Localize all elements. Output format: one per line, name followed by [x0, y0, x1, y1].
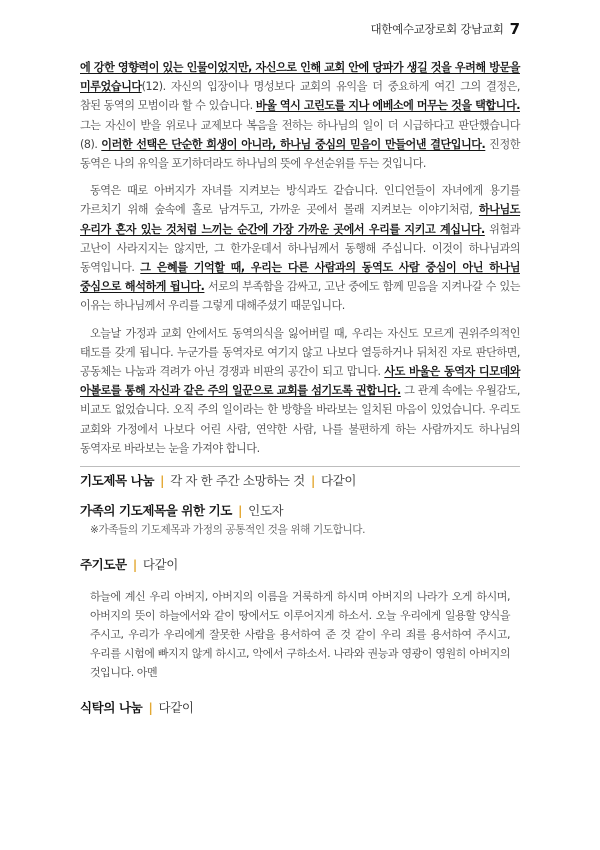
separator-bar: |: [160, 473, 165, 489]
paragraph-2: [80, 181, 520, 315]
page-number: 7: [509, 20, 520, 38]
highlighted-text: 에 강한 영향력이 있는 인물이었지만, 자신으로 인해 교회 안에 당파가 생길 것을 우려해 방문을 미루었습니다: [80, 61, 520, 94]
prayer-topic-who: 다같이: [320, 473, 357, 489]
body-text: (12). 자신의 입장이나 명성보다 교회의 유익을 더 중요하게 여긴 그의 결정은, 참된 동역의 모범이라 할 수 있습니다.: [80, 80, 520, 113]
meal-sharing-section: [80, 698, 520, 716]
highlighted-text: 하나님도 우리가 혼자 있는 것처럼 느끼는 순간에 가장 가까운 곳에서 우리를 지키고 계십니다.: [80, 203, 520, 236]
family-prayer-section: [80, 501, 520, 519]
family-prayer-note: ※가족들의 기도제목과 가정의 공통적인 것을 위해 기도합니다.: [90, 524, 366, 537]
body-text: 서로의 부족함을 감싸고, 고난 중에도 함께 믿음을 지켜나갈 수 있는 이유는 하나님께서 우리를 그렇게 대해주셨기 때문입니다.: [80, 280, 520, 313]
page-content: [80, 58, 520, 716]
body-text: 진정한 동역은 나의 유익을 포기하더라도 하나님의 뜻에 우선순위를 두는 것입니다.: [80, 137, 520, 171]
lords-prayer-who: 다같이: [142, 557, 178, 573]
body-text: 그 관계 속에는 우월감도, 비교도 없었습니다. 오직 주의 일이라는 한 방향을 바라보는 일치된 마음이 있었습니다. 우리도 교회와 가정에서 나보다 어린 사람, 연약한 사람, 나를 불편하게 하는 사람까지도 하나님의 동역자로 바라보는 눈을 가져야 합니다.: [80, 384, 520, 455]
separator-bar: |: [310, 473, 315, 489]
separator-bar: |: [237, 503, 243, 519]
family-prayer-who: 인도자: [248, 503, 284, 519]
family-prayer-title: 가족의 기도제목을 위한 기도: [80, 503, 232, 519]
body-text: 오늘날 가정과 교회 안에서도 동역의식을 잃어버릴 때, 우리는 자신도 모르게 권위주의적인 태도를 갖게 됩니다. 누군가를 동역자로 여기지 않고 나보다 열등하거나 뒤처진 자로 판단하면, 공동체는 나눔과 격려가 아닌 경쟁과 비판의 공간이 되고 맙니다.: [80, 326, 520, 379]
lords-prayer-title: 주기도문: [80, 557, 127, 573]
meal-sharing-title: 식탁의 나눔: [80, 700, 143, 716]
body-text: 위험과 고난이 사라지지는 않지만, 그 한가운데서 하나님께서 동행해 주십니다. 이것이 하나님과의 동역입니다.: [80, 222, 520, 275]
separator-bar: |: [148, 700, 153, 716]
prayer-topic-title: 기도제목 나눔: [80, 473, 155, 489]
church-name: 대한예수교장로회 강남교회: [370, 22, 504, 36]
paragraph-3: [80, 324, 520, 458]
meal-sharing-who: 다같이: [158, 700, 194, 716]
paragraph-1: [80, 58, 520, 173]
section-divider: [80, 466, 520, 467]
highlighted-text: 그 은혜를 기억할 때, 우리는 다른 사람과의 동역도 사람 중심이 아닌 하나님 중심으로 해석하게 됩니다.: [80, 261, 520, 294]
prayer-topic-section: [80, 471, 520, 489]
lords-prayer-section: [80, 555, 520, 573]
highlighted-text: 이러한 선택은 단순한 희생이 아니라, 하나님 중심의 믿음이 만들어낸 결단입니다.: [101, 137, 486, 151]
body-text: 그는 자신이 받을 위로나 교제보다 복음을 전하는 하나님의 일이 더 시급하다고 판단했습니다(8).: [80, 118, 520, 151]
highlighted-text: 바울 역시 고린도를 지나 에베소에 머무는 것을 택합니다.: [255, 99, 520, 113]
separator-bar: |: [132, 557, 137, 573]
highlighted-text: 사도 바울은 동역자 디모데와 아볼로를 통해 자신과 같은 주의 일꾼으로 교회를 섬기도록 권합니다.: [80, 365, 520, 398]
prayer-topic-text: 각 자 한 주간 소망하는 것: [170, 473, 305, 489]
lords-prayer-text: 하늘에 계신 우리 아버지, 아버지의 이름을 거룩하게 하시며 아버지의 나라가 오게 하시며, 아버지의 뜻이 하늘에서와 같이 땅에서도 이루어지게 하소서. 오늘 우리에게 일용할 양식을 주시고, 우리가 우리에게 잘못한 사람을 용서하여 준 것 같이 우리 죄를 용서하여 주시고, 우리를 시험에 빠지지 않게 하시고, 악에서 구하소서. 나라와 권능과 영광이 영원히 아버지의 것입니다. 아멘: [90, 590, 510, 680]
page-header: [80, 18, 520, 40]
body-text: 동역은 때로 아버지가 자녀를 지켜보는 방식과도 같습니다. 인디언들이 자녀에게 용기를 가르치기 위해 숲속에 홀로 남겨두고, 가까운 곳에서 몰래 지켜보는 이야기처럼,: [80, 184, 520, 217]
